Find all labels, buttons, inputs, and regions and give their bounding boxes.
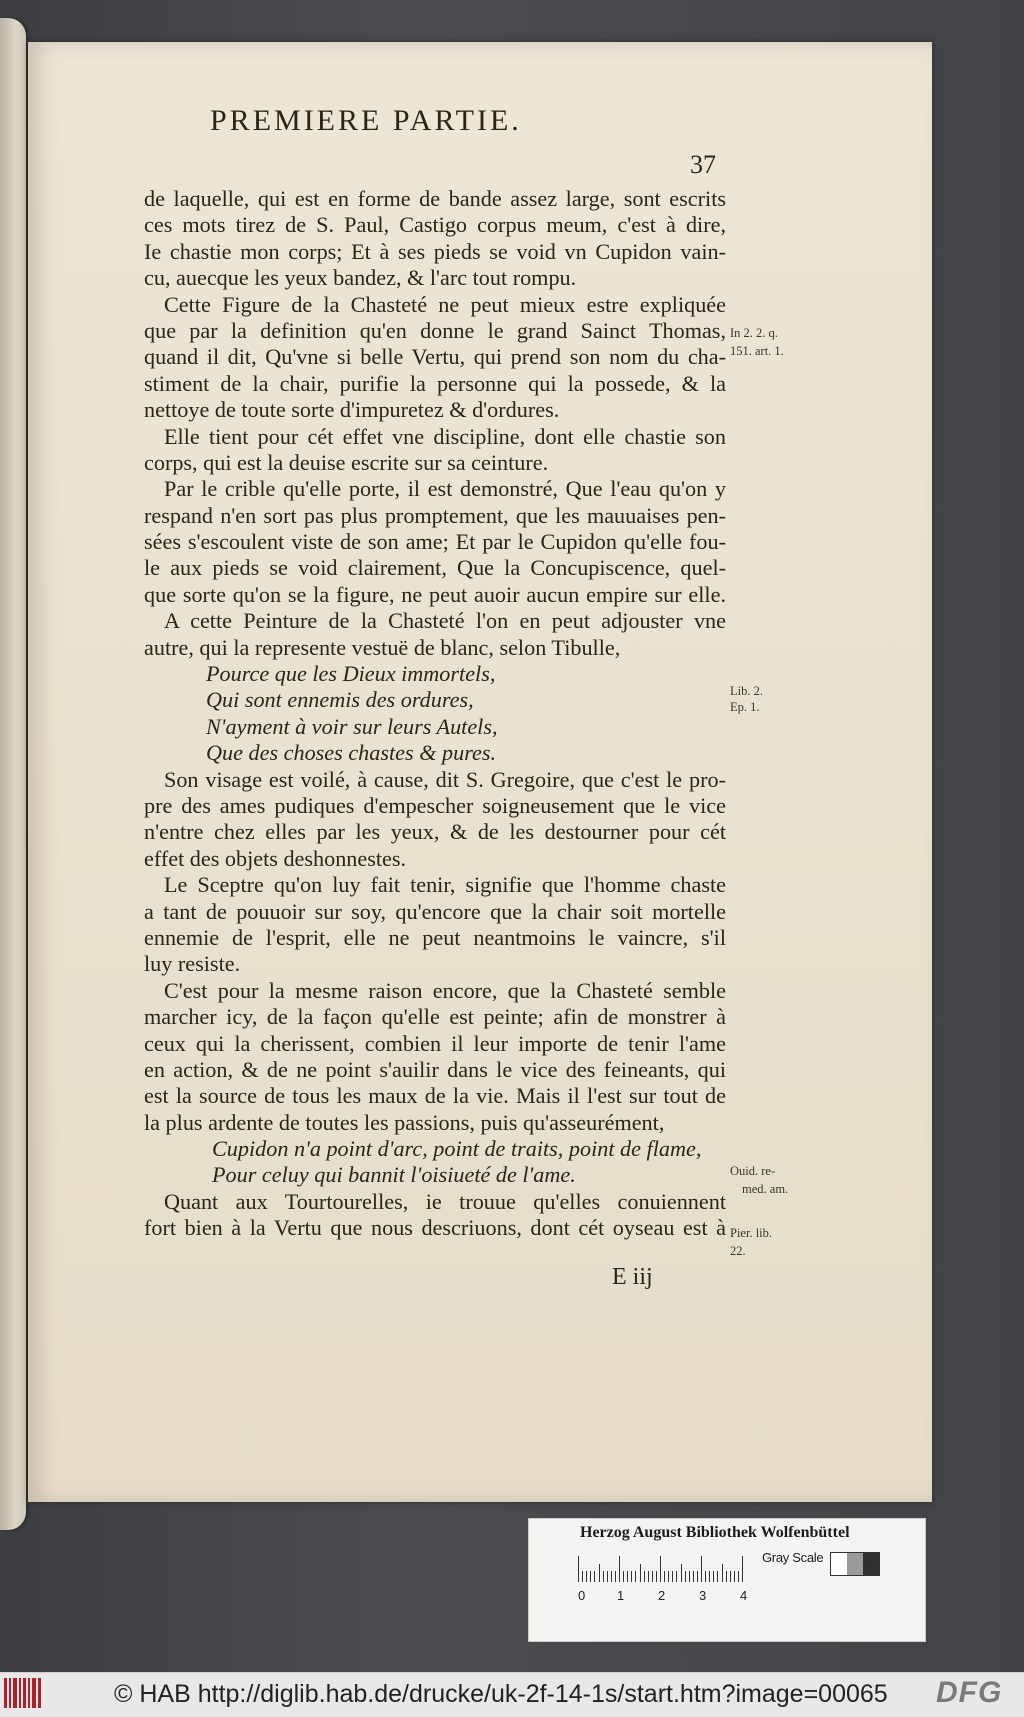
ruler-tick [603, 1571, 604, 1582]
ruler-tick [681, 1564, 682, 1582]
text-line: Cette Figure de la Chasteté ne peut mieux estre expliquée [164, 291, 726, 317]
dfg-logo: DFG [936, 1676, 1003, 1709]
verse-line: Qui sont ennemis des ordures, [206, 687, 474, 713]
text-line: ces mots tirez de S. Paul, Castigo corpus meum, c'est à dire, [144, 212, 726, 238]
ruler-tick [738, 1571, 739, 1582]
text-line: en action, & de ne point s'auilir dans le vice des feineants, qui [144, 1056, 726, 1082]
margin-note: In 2. 2. q. [730, 326, 778, 340]
ruler-tick [656, 1571, 657, 1582]
text-line: Elle tient pour cét effet vne discipline, dont elle chastie son [164, 423, 726, 449]
ruler-tick [590, 1571, 591, 1582]
margin-note: med. am. [742, 1182, 789, 1196]
ruler-tick [594, 1571, 595, 1582]
gray-swatch-dark [863, 1553, 879, 1575]
gray-swatch-white [831, 1553, 847, 1575]
verse-line: Pource que les Dieux immortels, [206, 661, 496, 687]
running-head: PREMIERE PARTIE. [210, 104, 522, 137]
left-page-edge [0, 18, 26, 1530]
footer-credit-link[interactable]: © HAB http://diglib.hab.de/drucke/uk-2f-14-1s/start.htm?image=00065 [114, 1680, 888, 1708]
ruler-tick [668, 1571, 669, 1582]
ruler-tick [742, 1556, 743, 1582]
text-line: nettoye de toute sorte d'impuretez & d'ordures. [144, 397, 560, 423]
ruler-tick [607, 1571, 608, 1582]
text-line: luy resiste. [144, 951, 241, 977]
verse-line: N'ayment à voir sur leurs Autels, [206, 713, 498, 739]
ruler-tick [619, 1556, 620, 1582]
text-line: la plus ardente de toutes les passions, puis qu'asseurément, [144, 1109, 665, 1135]
ruler-tick [640, 1564, 641, 1582]
body-text [144, 186, 726, 1242]
ruler-tick [660, 1556, 661, 1582]
ruler-number: 4 [740, 1588, 748, 1603]
ruler-number: 0 [578, 1588, 586, 1603]
ruler-scale [578, 1554, 754, 1582]
text-line: le aux pieds se void clairement, Que la Concupiscence, quel- [144, 555, 726, 581]
ruler-number: 1 [617, 1588, 625, 1603]
ruler-tick [722, 1564, 723, 1582]
text-line: Quant aux Tourtourelles, ie trouue qu'elles conuiennent [164, 1188, 726, 1214]
text-line: effet des objets deshonnestes. [144, 845, 407, 871]
ruler-tick [599, 1564, 600, 1582]
margin-note: 22. [730, 1244, 746, 1258]
text-line: de laquelle, qui est en forme de bande assez large, sont escrits [144, 186, 726, 211]
ruler-tick [713, 1571, 714, 1582]
hab-barcode-icon [4, 1678, 46, 1708]
ruler-tick [730, 1571, 731, 1582]
ruler-tick [734, 1571, 735, 1582]
ruler-tick [644, 1571, 645, 1582]
text-line: fort bien à la Vertu que nous descriuons, dont cét oyseau est à [144, 1215, 726, 1241]
ruler-tick [623, 1571, 624, 1582]
margin-note: Pier. lib. [730, 1226, 773, 1240]
text-line: que sorte qu'on se la figure, ne peut auoir aucun empire sur elle. [144, 581, 726, 607]
text-line: respand n'en sort pas plus promptement, que les mauuaises pen- [144, 502, 726, 528]
gray-scale-label: Gray Scale [762, 1550, 824, 1565]
verse-line: Que des choses chastes & pures. [206, 740, 497, 766]
text-line: stiment de la chair, purifie la personne qui la possede, & la [144, 370, 726, 396]
ruler-tick [582, 1571, 583, 1582]
ruler-tick [689, 1571, 690, 1582]
gray-scale-swatch [830, 1552, 880, 1576]
text-line: que par la definition qu'en donne le grand Sainct Thomas, [144, 317, 726, 343]
margin-note: 151. art. 1. [730, 344, 784, 358]
card-title: Herzog August Bibliothek Wolfenbüttel [580, 1524, 850, 1541]
text-line: corps, qui est la deuise escrite sur sa ceinture. [144, 449, 549, 475]
gray-swatch-mid [847, 1553, 863, 1575]
text-line: marcher icy, de la façon qu'elle est peinte; afin de monstrer à [144, 1004, 726, 1030]
text-line: autre, qui la represente vestuë de blanc, selon Tibulle, [144, 634, 621, 660]
text-line: a tant de pouuoir sur soy, qu'encore que la chair soit mortelle [144, 898, 726, 924]
ruler-tick [685, 1571, 686, 1582]
ruler-tick [705, 1571, 706, 1582]
ruler-number: 3 [699, 1588, 707, 1603]
text-line: quand il dit, Qu'vne si belle Vertu, qui prend son nom du cha- [144, 344, 726, 370]
ruler-number: 2 [658, 1588, 666, 1603]
ruler-tick [693, 1571, 694, 1582]
ruler-tick [635, 1571, 636, 1582]
ruler-tick [726, 1571, 727, 1582]
verse-line: Cupidon n'a point d'arc, point de traits, point de flame, [212, 1136, 702, 1162]
text-line: ennemie de l'esprit, elle ne peut neantmoins le vaincre, s'il [144, 924, 726, 950]
ruler-tick [701, 1556, 702, 1582]
text-line: A cette Peinture de la Chasteté l'on en peut adjouster vne [164, 608, 726, 634]
ruler-tick [717, 1571, 718, 1582]
ruler-tick [627, 1571, 628, 1582]
ruler-tick [631, 1571, 632, 1582]
page-number: 37 [690, 150, 716, 179]
ruler-tick [586, 1571, 587, 1582]
text-line: pre des ames pudiques d'empescher soigneusement que le vice [144, 792, 726, 818]
ruler-tick [652, 1571, 653, 1582]
text-line: est la source de tous les maux de la vie. Mais il l'est sur tout de [144, 1083, 726, 1109]
verse-line: Pour celuy qui bannit l'oisiueté de l'ame. [212, 1162, 576, 1188]
ruler-tick [578, 1556, 579, 1582]
ruler-tick [676, 1571, 677, 1582]
ruler-tick [648, 1571, 649, 1582]
text-line: cu, auecque les yeux bandez, & l'arc tout rompu. [144, 265, 577, 291]
margin-note: Lib. 2. [730, 684, 763, 698]
ruler-tick [611, 1571, 612, 1582]
ruler-tick [664, 1571, 665, 1582]
ruler-tick [697, 1571, 698, 1582]
ruler-tick [672, 1571, 673, 1582]
text-line: ceux qui la cherissent, combien il leur importe de tenir l'ame [144, 1030, 726, 1056]
ruler-tick [615, 1571, 616, 1582]
margin-note: Ep. 1. [730, 700, 760, 714]
text-line: Ie chastie mon corps; Et à ses pieds se void vn Cupidon vain- [144, 238, 726, 264]
text-line: Son visage est voilé, à cause, dit S. Gregoire, que c'est le pro- [164, 766, 726, 792]
text-line: sées s'escoulent viste de son ame; Et par le Cupidon qu'elle fou- [144, 529, 726, 555]
margin-note: Ouid. re- [730, 1164, 776, 1178]
signature-mark: E iij [612, 1264, 653, 1290]
text-line: Le Sceptre qu'on luy fait tenir, signifie que l'homme chaste [164, 872, 726, 898]
text-line: C'est pour la mesme raison encore, que la Chasteté semble [164, 977, 726, 1003]
ruler-tick [709, 1571, 710, 1582]
text-line: n'entre chez elles par les yeux, & de les destourner pour cét [144, 819, 726, 845]
text-line: Par le crible qu'elle porte, il est demonstré, Que l'eau qu'on y [164, 476, 726, 502]
